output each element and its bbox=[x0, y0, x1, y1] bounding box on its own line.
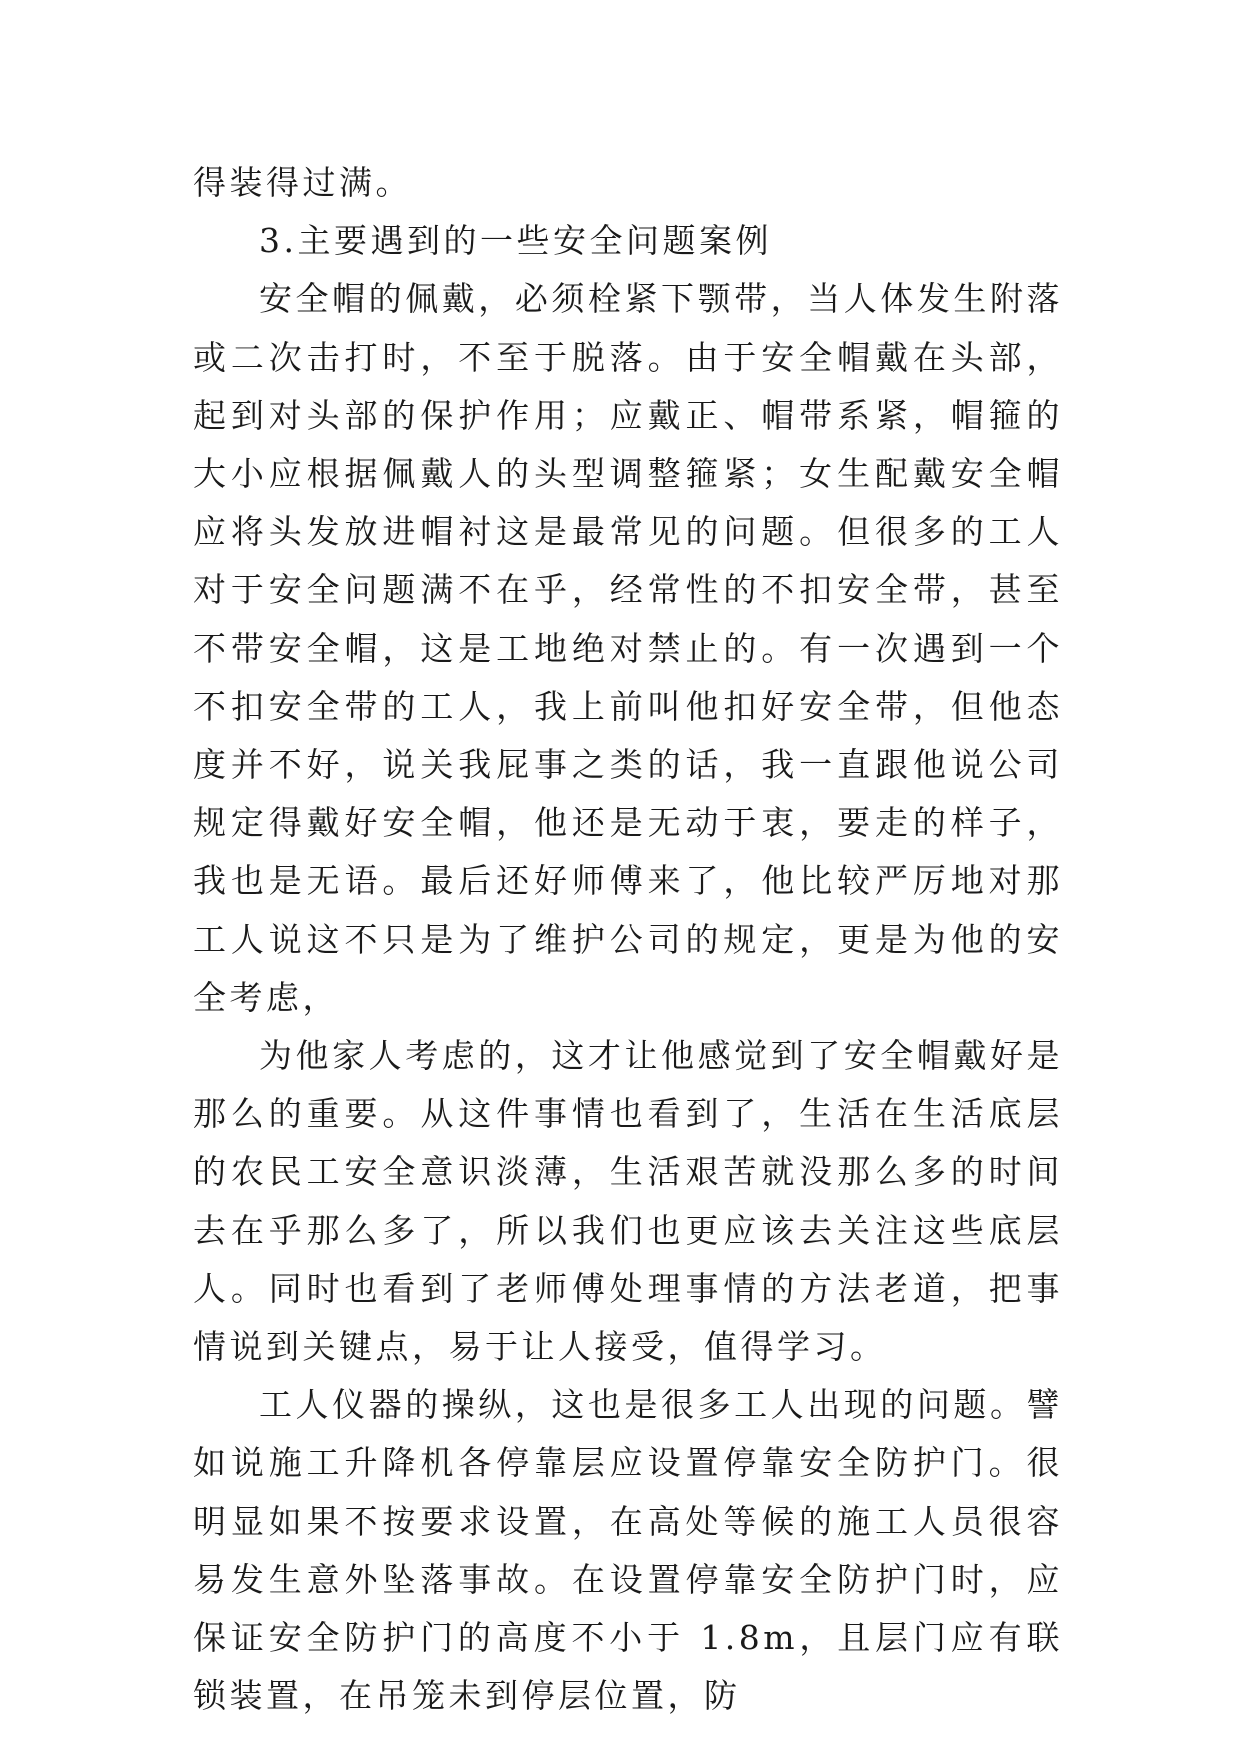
paragraph-continuation: 得装得过满。 bbox=[193, 163, 412, 202]
document-body bbox=[193, 154, 1063, 1725]
section-heading: 3.主要遇到的一些安全问题案例 bbox=[259, 221, 772, 261]
paragraph-family-consideration: 为他家人考虑的，这才让他感觉到了安全帽戴好是那么的重要。从这件事情也看到了，生活在生活底层的农民工安全意识淡薄，生活艰苦就没那么多的时间去在乎那么多了，所以我们也更应该去关注这些底层人。同时也看到了老师傅处理事情的方法老道，把事情说到关键点，易于让人接受，值得学习。 bbox=[193, 1036, 1063, 1367]
paragraph-safety-helmet: 安全帽的佩戴，必须栓紧下颚带，当人体发生附落或二次击打时，不至于脱落。由于安全帽戴在头部，起到对头部的保护作用；应戴正、帽带系紧，帽箍的大小应根据佩戴人的头型调整箍紧；女生配戴安全帽应将头发放进帽衬这是最常见的问题。但很多的工人对于安全问题满不在乎，经常性的不扣安全带，甚至不带安全帽，这是工地绝对禁止的。有一次遇到一个不扣安全带的工人，我上前叫他扣好安全带，但他态度并不好，说关我屁事之类的话，我一直跟他说公司规定得戴好安全帽，他还是无动于衷，要走的样子，我也是无语。最后还好师傅来了，他比较严厉地对那工人说这不只是为了维护公司的规定，更是为他的安全考虑， bbox=[193, 279, 1063, 1017]
paragraph-equipment-operation: 工人仪器的操纵，这也是很多工人出现的问题。譬如说施工升降机各停靠层应设置停靠安全防护门。很明显如果不按要求设置，在高处等候的施工人员很容易发生意外坠落事故。在设置停靠安全防护门时，应保证安全防护门的高度不小于 1.8m，且层门应有联锁装置，在吊笼未到停层位置，防 bbox=[193, 1385, 1063, 1716]
